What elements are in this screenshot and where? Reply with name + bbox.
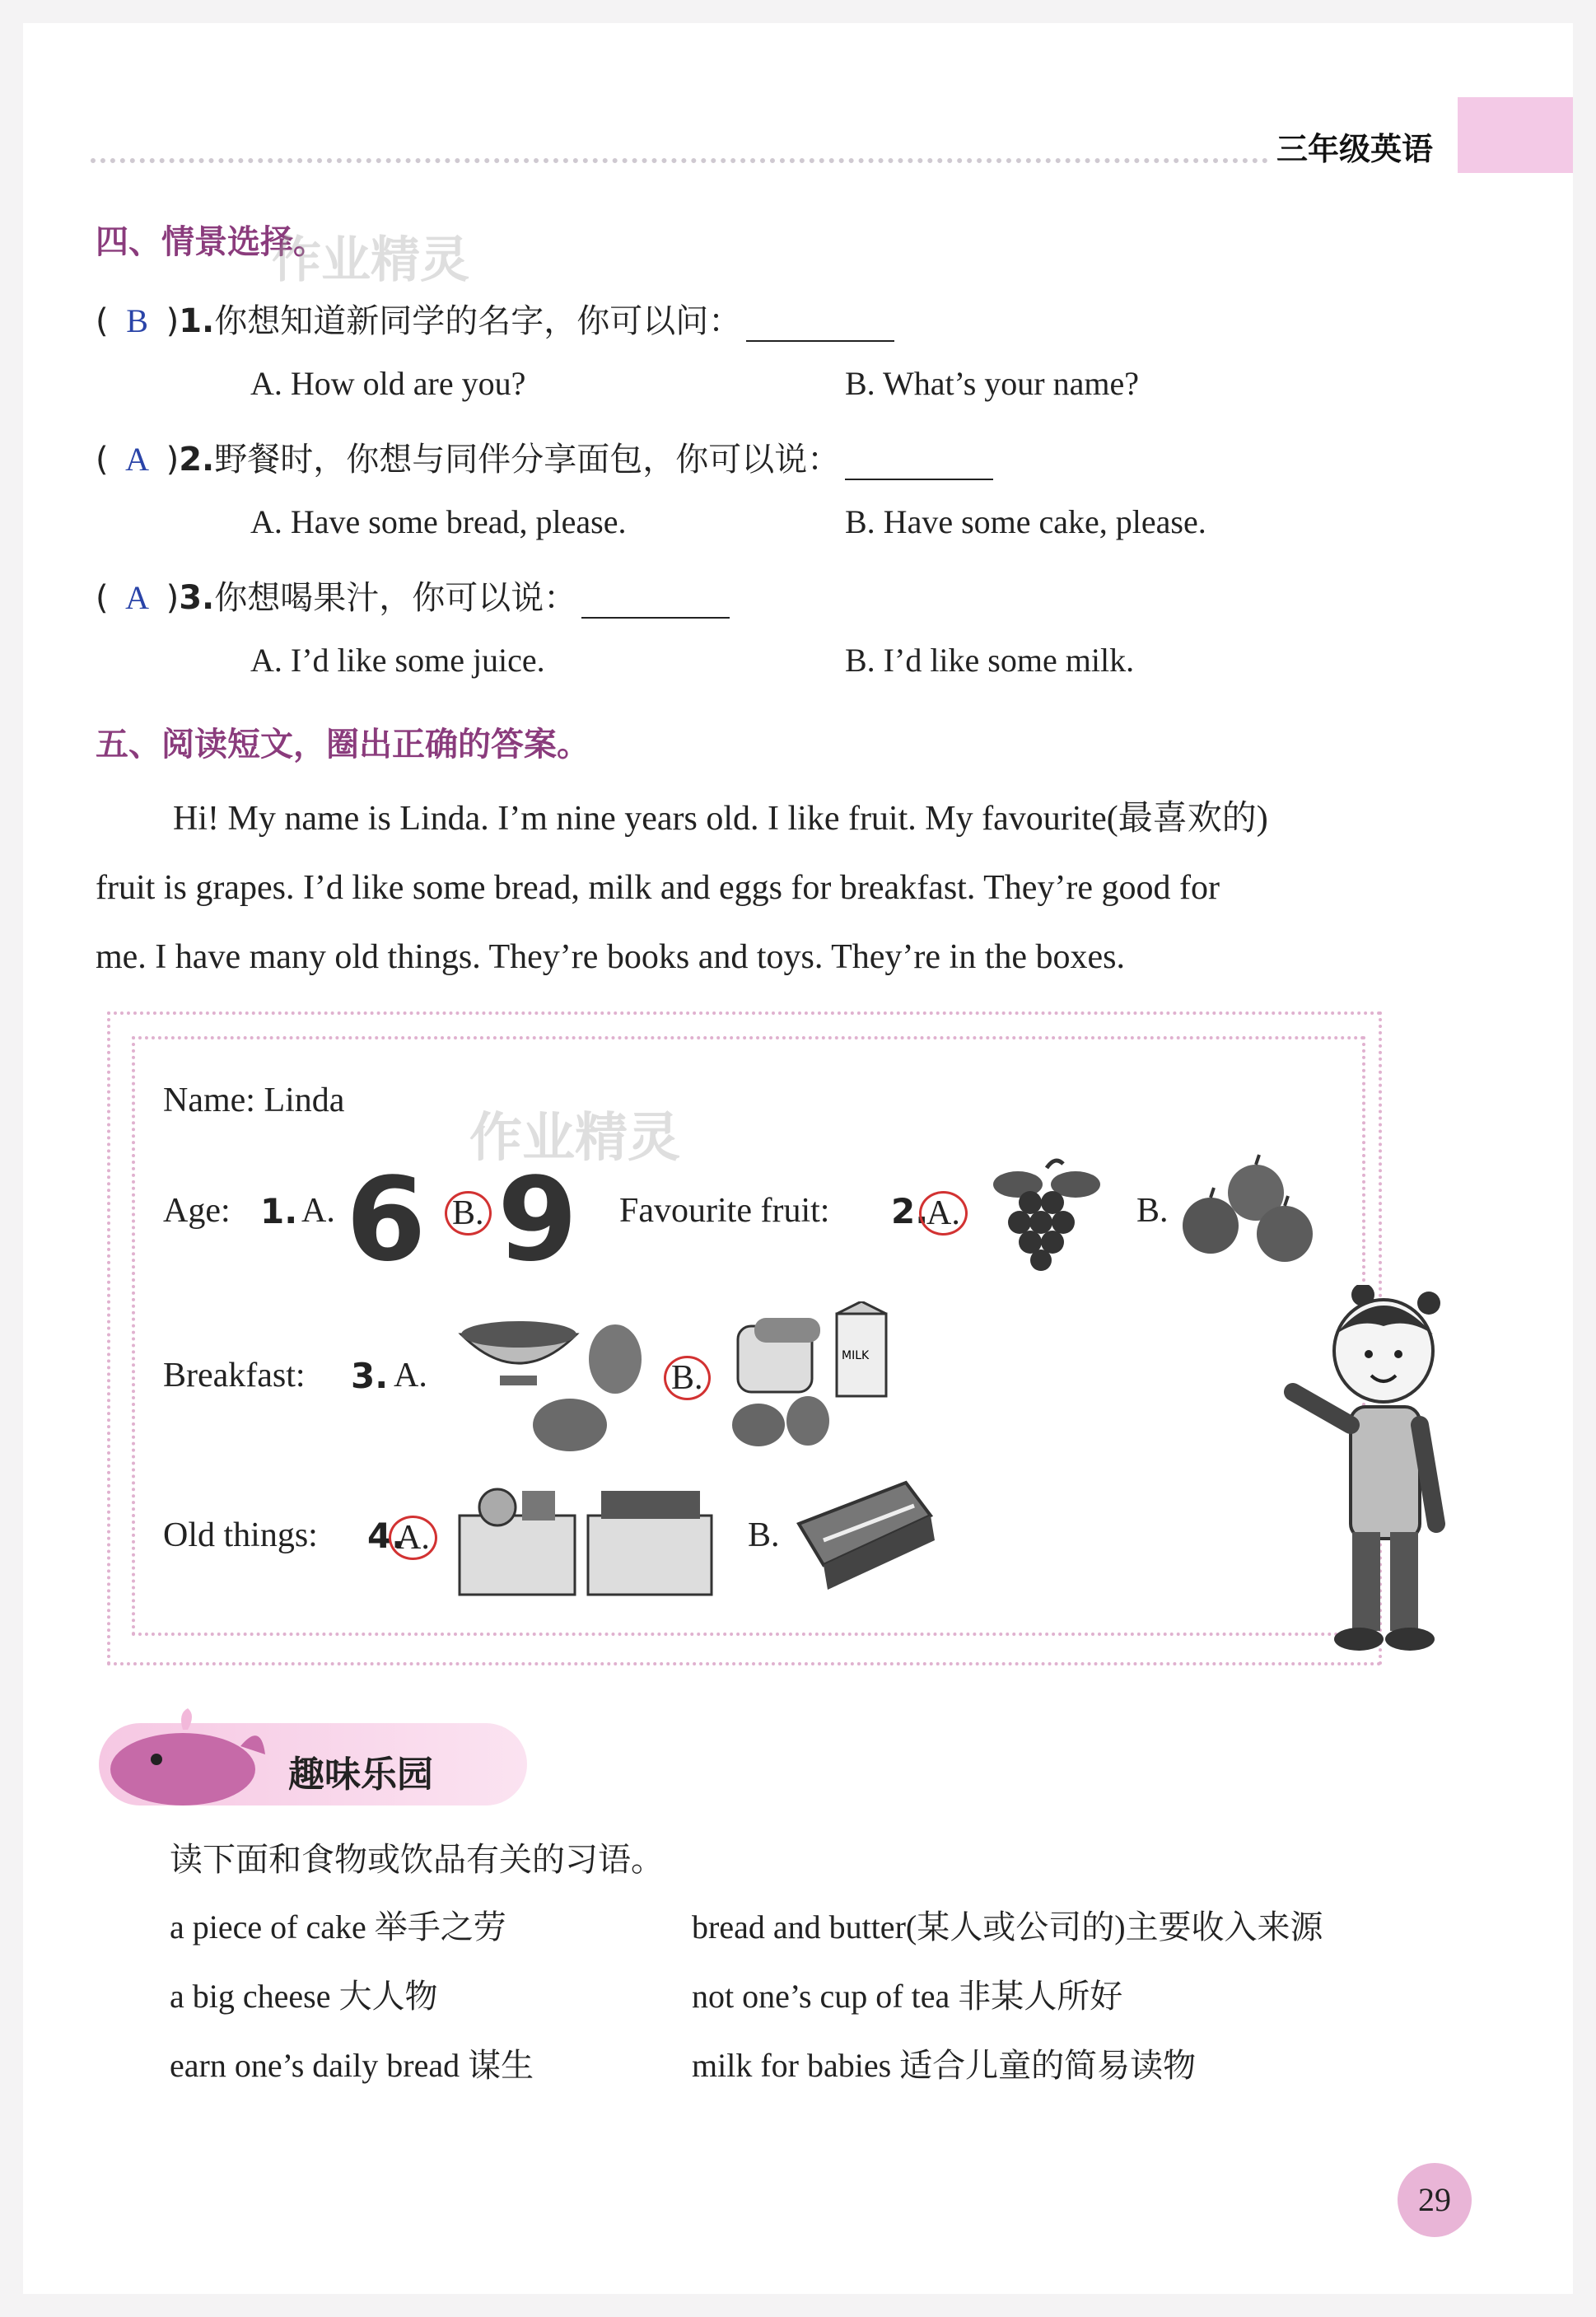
fruit-option-a xyxy=(919,1191,968,1236)
fruit-label: Favourite fruit: xyxy=(619,1192,830,1230)
age-number: 1. xyxy=(260,1191,298,1231)
passage-line-1: Hi! My name is Linda. I’m nine years old. I like fruit. My favourite(最喜欢的) xyxy=(173,800,1268,838)
age-option-b xyxy=(445,1191,492,1236)
pencil-case-icon xyxy=(791,1474,939,1598)
q2-option-b: B. Have some cake, please. xyxy=(845,503,1206,540)
girl-illustration xyxy=(1260,1285,1449,1680)
answer-1: B xyxy=(126,302,148,339)
idiom-right-2: not one’s cup of tea 非某人所好 xyxy=(692,1978,1123,2015)
toy-and-book-boxes-icon xyxy=(456,1474,720,1598)
question-3-number: 3. xyxy=(179,579,215,617)
bread-milk-eggs-icon xyxy=(721,1301,903,1458)
header-divider xyxy=(91,158,1268,163)
digit-six-icon: 6 xyxy=(346,1153,427,1287)
q3-option-b: B. I’d like some milk. xyxy=(845,642,1135,679)
passage-line-3: me. I have many old things. They’re books and toys. They’re in the boxes. xyxy=(96,938,1126,976)
passage-line-2: fruit is grapes. I’d like some bread, milk and eggs for breakfast. They’re good for xyxy=(96,869,1220,907)
question-3: ( A )3.你想喝果汁，你可以说： xyxy=(96,572,730,619)
breakfast-label: Breakfast: xyxy=(163,1357,306,1394)
question-1-number: 1. xyxy=(179,302,215,340)
soup-and-eggs-icon xyxy=(455,1301,652,1458)
fun-intro: 读下面和食物或饮品有关的习语。 xyxy=(170,1841,664,1879)
answer-blank xyxy=(581,589,730,619)
idiom-left-3: earn one’s daily bread 谋生 xyxy=(170,2047,534,2084)
old-things-number: 4. xyxy=(367,1516,405,1556)
answer-2: A xyxy=(125,441,150,478)
breakfast-option-a: A. xyxy=(394,1357,427,1394)
q2-option-a: A. Have some bread, please. xyxy=(250,503,627,540)
old-things-label: Old things: xyxy=(163,1516,318,1554)
answer-blank xyxy=(746,312,894,342)
whale-icon xyxy=(92,1705,273,1812)
question-1: ( B )1.你想知道新同学的名字，你可以问： xyxy=(96,295,894,342)
header-tab xyxy=(1458,97,1573,173)
question-2-prompt: 野餐时，你想与同伴分享面包，你可以说： xyxy=(214,441,841,479)
answer-circle: A. xyxy=(389,1516,437,1560)
idiom-left-2: a big cheese 大人物 xyxy=(170,1978,438,2015)
apples-icon xyxy=(1178,1151,1326,1275)
answer-blank xyxy=(845,451,993,480)
watermark: 作业精灵 xyxy=(272,231,469,289)
grade-label: 三年级英语 xyxy=(1276,131,1434,167)
digit-nine-icon: 9 xyxy=(497,1153,578,1287)
breakfast-option-b xyxy=(664,1356,711,1400)
fruit-option-b: B. xyxy=(1136,1192,1169,1230)
age-label: Age: xyxy=(163,1192,231,1230)
age-option-a: A. xyxy=(301,1192,335,1230)
q1-option-a: A. How old are you? xyxy=(250,365,526,402)
question-2: ( A )2.野餐时，你想与同伴分享面包，你可以说： xyxy=(96,433,993,480)
section-4-title: 四、情景选择。 xyxy=(96,223,326,261)
answer-circle: B. xyxy=(664,1356,711,1400)
question-2-number: 2. xyxy=(179,441,215,479)
fruit-number: 2. xyxy=(891,1191,929,1231)
question-1-prompt: 你想知道新同学的名字，你可以问： xyxy=(214,302,742,340)
section-5-title: 五、阅读短文，圈出正确的答案。 xyxy=(96,726,590,764)
question-3-prompt: 你想喝果汁，你可以说： xyxy=(214,579,577,617)
breakfast-number: 3. xyxy=(351,1356,389,1396)
idiom-right-1: bread and butter(某人或公司的)主要收入来源 xyxy=(692,1908,1323,1946)
old-things-option-b: B. xyxy=(748,1516,780,1554)
fun-section-title: 趣味乐园 xyxy=(288,1754,433,1796)
q3-option-a: A. I’d like some juice. xyxy=(250,642,545,679)
answer-3: A xyxy=(125,579,150,616)
watermark: 作业精灵 xyxy=(469,1108,680,1169)
milk-carton-label: MILK xyxy=(842,1349,870,1362)
idiom-right-3: milk for babies 适合儿童的简易读物 xyxy=(692,2047,1197,2084)
answer-circle: B. xyxy=(445,1191,492,1236)
answer-circle: A. xyxy=(919,1191,968,1236)
card-name: Name: Linda xyxy=(163,1081,345,1119)
old-things-option-a xyxy=(389,1516,437,1560)
page-number: 29 xyxy=(1398,2163,1472,2237)
q1-option-b: B. What’s your name? xyxy=(845,365,1139,402)
idiom-left-1: a piece of cake 举手之劳 xyxy=(170,1908,506,1946)
grapes-icon xyxy=(985,1151,1108,1275)
